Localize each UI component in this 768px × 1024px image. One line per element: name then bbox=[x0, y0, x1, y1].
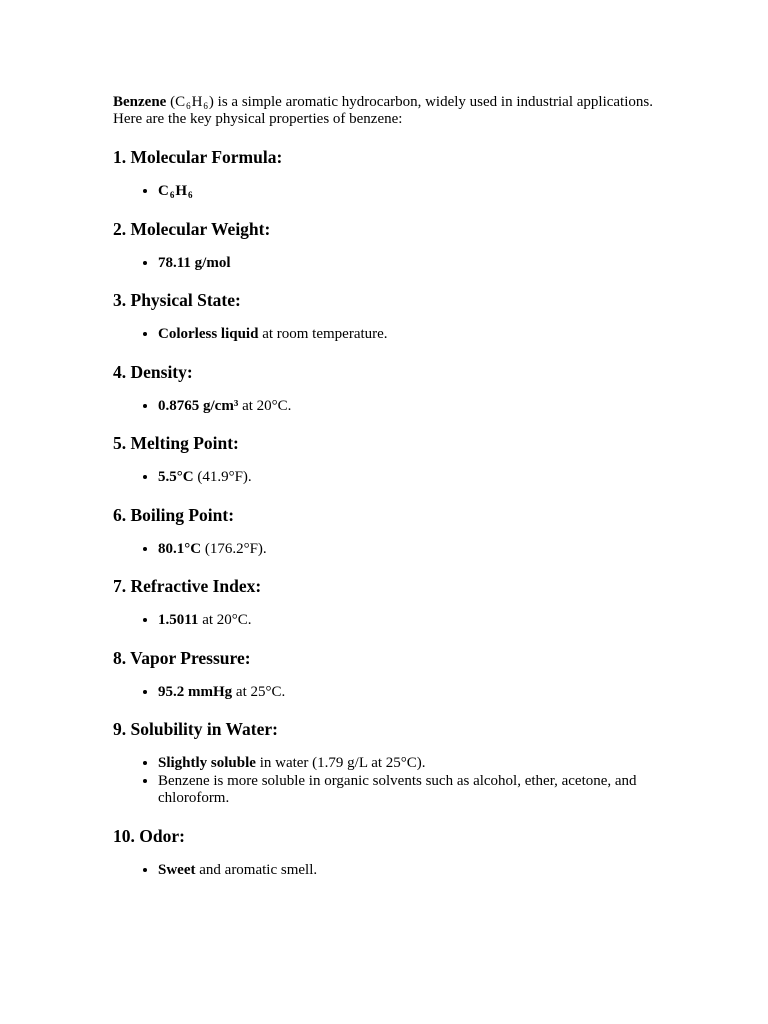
list-molecular-formula bbox=[113, 183, 658, 201]
intro-paragraph: Benzene $(C_6H_6)$ is a simple aromatic hydrocarbon, widely used in industrial applications. Here are the key physical properties of benzene: bbox=[113, 94, 653, 127]
list-solubility bbox=[113, 755, 658, 808]
list-item: • 80.1°C (176.2°F). bbox=[158, 541, 658, 559]
list-molecular-weight bbox=[113, 255, 658, 273]
list-item: • Sweet and aromatic smell. bbox=[158, 862, 658, 880]
list-item: • 0.8765 g/cm³ at 20°C. bbox=[158, 398, 658, 416]
list-vapor-pressure bbox=[113, 684, 658, 702]
document-body bbox=[113, 94, 658, 897]
list-item: • 5.5°C (41.9°F). bbox=[158, 469, 658, 487]
list-density bbox=[113, 398, 658, 416]
list-odor bbox=[113, 862, 658, 880]
section-heading-physical-state: 3. Physical State: bbox=[113, 290, 241, 310]
list-item: • $C_6H_6$ bbox=[158, 183, 658, 201]
list-item: • 78.11 g/mol bbox=[158, 255, 658, 273]
list-melting-point bbox=[113, 469, 658, 487]
list-item: • Colorless liquid at room temperature. bbox=[158, 326, 658, 344]
list-item: • Slightly soluble in water (1.79 g/L at 25°C). bbox=[158, 755, 658, 773]
list-item: • Benzene is more soluble in organic solvents such as alcohol, ether, acetone, and chloroform. bbox=[158, 773, 658, 808]
list-boiling-point bbox=[113, 541, 658, 559]
section-heading-density: 4. Density: bbox=[113, 361, 193, 382]
list-physical-state bbox=[113, 326, 658, 344]
section-heading-refractive-index: 7. Refractive Index: bbox=[113, 576, 262, 596]
section-heading-molecular-weight: 2. Molecular Weight: bbox=[113, 218, 271, 239]
section-heading-solubility: 9. Solubility in Water: bbox=[113, 719, 278, 739]
section-heading-boiling-point: 6. Boiling Point: bbox=[113, 504, 235, 525]
list-item: • 95.2 mmHg at 25°C. bbox=[158, 684, 658, 702]
section-heading-molecular-formula: 1. Molecular Formula: bbox=[113, 147, 283, 167]
list-item: • 1.5011 at 20°C. bbox=[158, 612, 658, 630]
intro-term: Benzene bbox=[113, 94, 167, 110]
section-heading-melting-point: 5. Melting Point: bbox=[113, 433, 239, 453]
list-refractive-index bbox=[113, 612, 658, 630]
section-heading-vapor-pressure: 8. Vapor Pressure: bbox=[113, 647, 251, 668]
section-heading-odor: 10. Odor: bbox=[113, 825, 185, 846]
